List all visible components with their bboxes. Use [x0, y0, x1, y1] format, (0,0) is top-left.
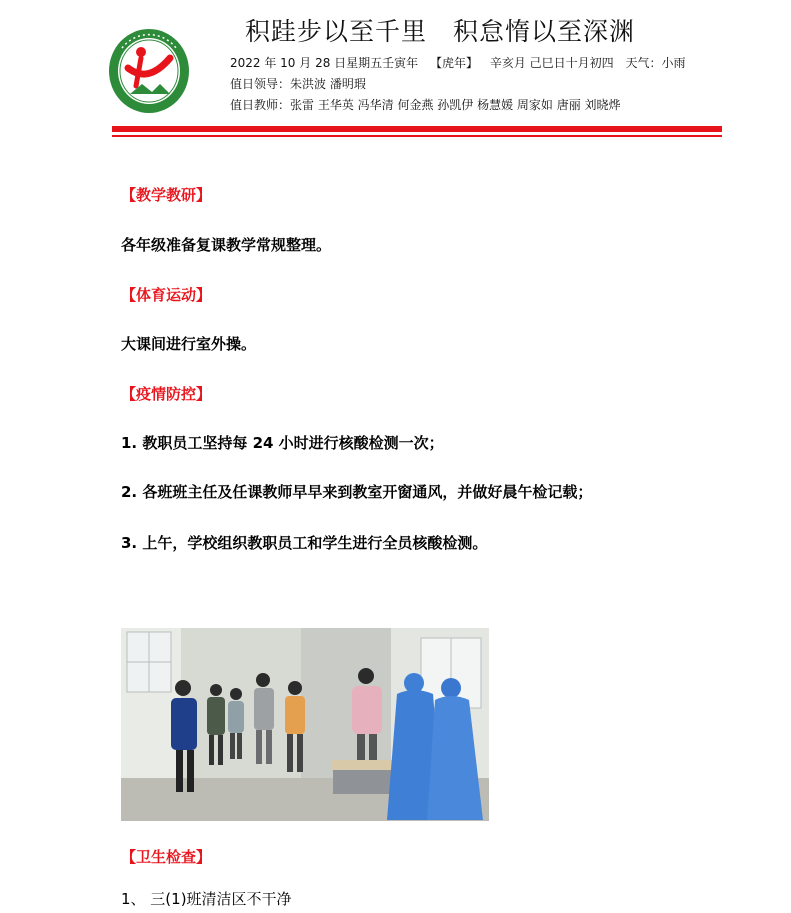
- section-heading-sports: 【体育运动】: [121, 286, 212, 304]
- duty-teachers-label: 值日教师：: [230, 98, 291, 112]
- epidemic-item-1: 1. 教职员工坚持每 24 小时进行核酸检测一次；: [121, 434, 444, 452]
- lunar-text: 辛亥月 己巳日十月初四: [489, 56, 614, 70]
- sports-item-1: 大课间进行室外操。: [121, 335, 257, 353]
- school-logo: [108, 28, 190, 114]
- epidemic-item-3: 3. 上午，学校组织教职员工和学生进行全员核酸检测。: [121, 534, 488, 552]
- motto-left: 积跬步以至千里: [245, 17, 428, 46]
- duty-leaders-line: [230, 75, 366, 92]
- zodiac-text: 【虎年】: [429, 56, 478, 70]
- duty-teachers-line: [230, 96, 621, 113]
- motto-right: 积怠惰以至深渊: [453, 17, 636, 46]
- section-heading-epidemic: 【疫情防控】: [121, 385, 212, 403]
- hygiene-item-1: 1、 三(1)班清洁区不干净: [121, 890, 292, 908]
- header-divider-thin: [112, 135, 722, 137]
- duty-leaders: 朱洪波 潘明瑕: [290, 77, 366, 91]
- section-heading-hygiene: 【卫生检查】: [121, 848, 212, 866]
- date-text: 2022 年 10 月 28 日星期五壬寅年: [230, 56, 419, 70]
- date-weather-line: [230, 54, 686, 71]
- header-motto: [245, 12, 645, 48]
- epidemic-item-2: 2. 各班班主任及任课教师早早来到教室开窗通风，并做好晨午检记载；: [121, 483, 593, 501]
- duty-leaders-label: 值日领导：: [230, 77, 291, 91]
- teaching-item-1: 各年级准备复课教学常规整理。: [121, 236, 332, 254]
- duty-teachers: 张雷 王华英 冯华清 何金燕 孙凯伊 杨慧媛 周家如 唐丽 刘晓烨: [290, 98, 621, 112]
- nucleic-test-photo: [121, 628, 489, 821]
- header-divider-thick: [112, 126, 722, 132]
- weather-text: 天气：小雨: [625, 56, 686, 70]
- section-heading-teaching: 【教学教研】: [121, 186, 212, 204]
